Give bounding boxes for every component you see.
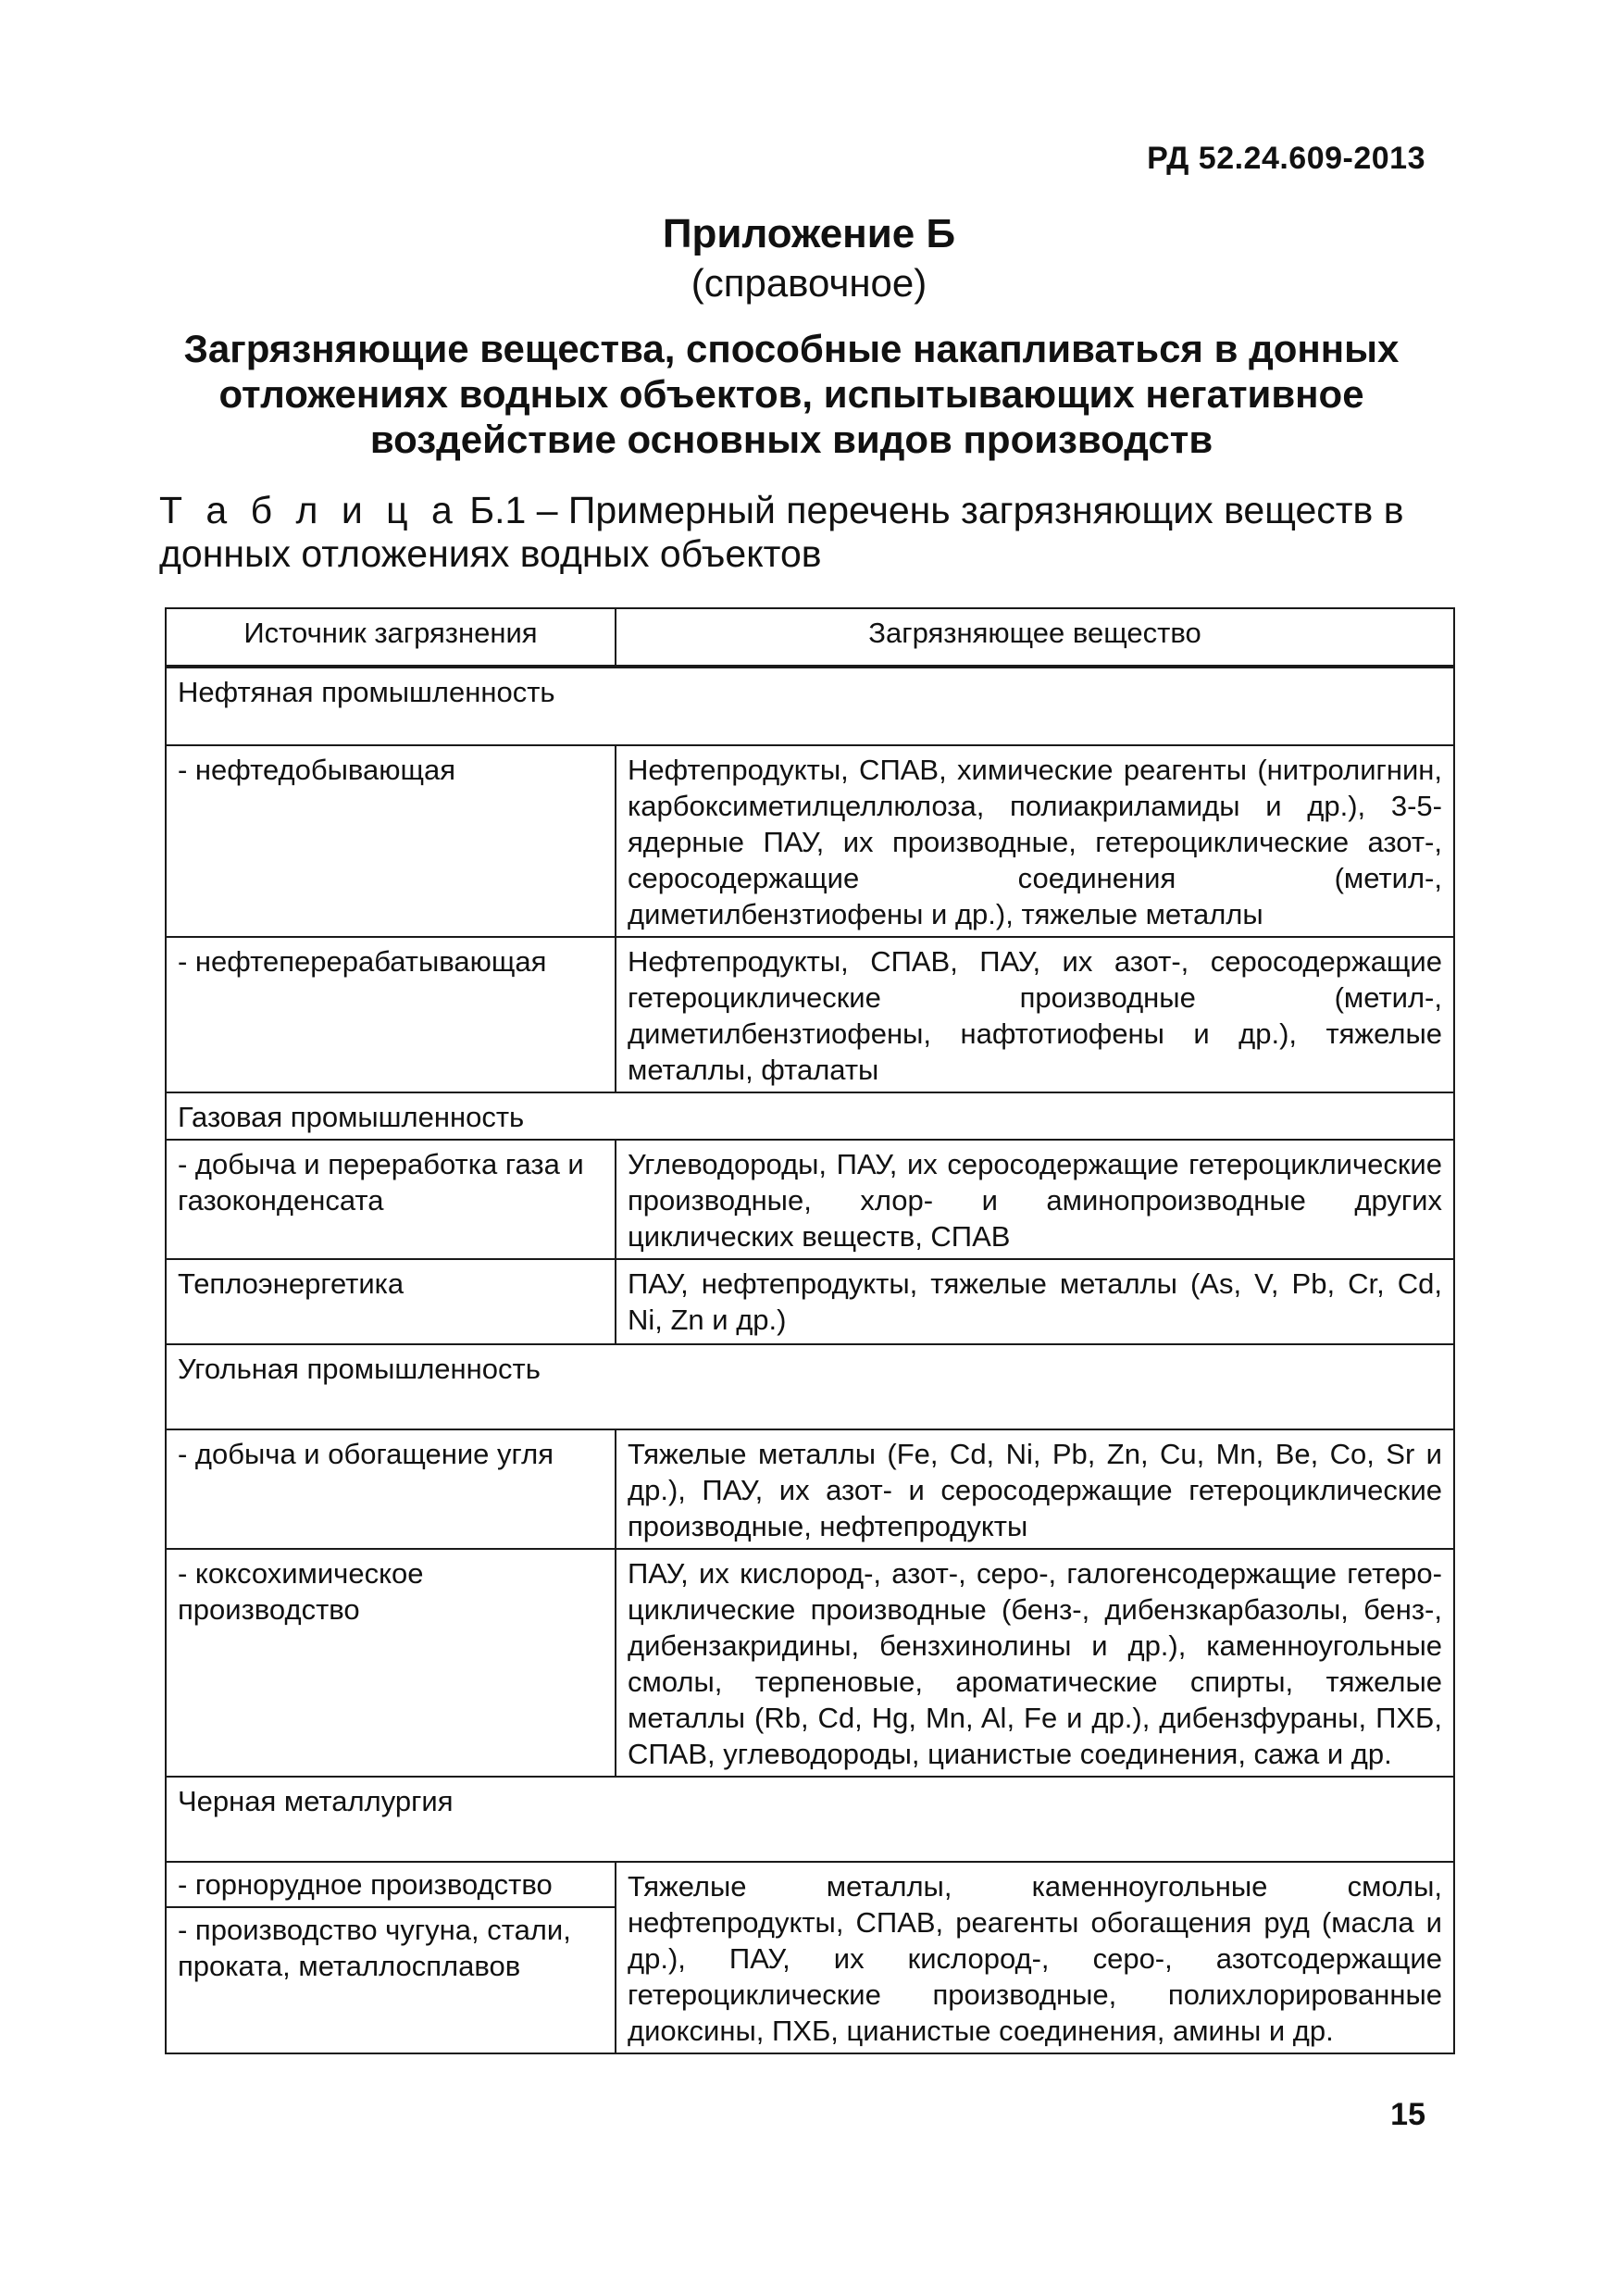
table-row xyxy=(166,1140,1454,1259)
pollutants-table xyxy=(165,607,1455,2054)
source-cell: - нефтедобывающая xyxy=(166,745,616,937)
table-group-row xyxy=(166,1092,1454,1140)
group-label: Газовая промышленность xyxy=(166,1092,1454,1140)
group-label: Угольная промышленность xyxy=(166,1344,1454,1429)
appendix-title: Приложение Б xyxy=(662,211,956,256)
substance-cell: Нефтепродукты, СПАВ, ПАУ, их азот-, серосодержащие гетероциклические производные (метил-, диметилбензтиофены, нафтотиофены и др.), тяжелые металлы, фталаты xyxy=(616,937,1454,1092)
table-row xyxy=(166,745,1454,937)
substance-cell: ПАУ, их кислород-, азот-, серо-, галогенсодержащие гетеро-циклические производные (бенз-, дибензкарбазолы, бенз-, дибензакридины, бензхинолины и др.), каменноугольные смолы, терпеновые, ароматические спирты, тяжелые металлы (Rb, Cd, Hg, Mn, Al, Fe и др.), дибензфураны, ПХБ, СПАВ, углеводороды, цианистые соединения, сажа и др. xyxy=(616,1549,1454,1777)
table-row xyxy=(166,1429,1454,1549)
header-substance: Загрязняющее вещество xyxy=(616,608,1454,667)
table-caption-text: – Примерный перечень загрязняющих веществ в донных отложениях водных объектов xyxy=(159,489,1404,575)
table-header-row xyxy=(166,608,1454,667)
source-cell xyxy=(166,1862,616,2053)
page-number: 15 xyxy=(1390,2097,1425,2132)
table-group-row xyxy=(166,1777,1454,1862)
table-group-row xyxy=(166,1344,1454,1429)
group-label: Черная металлургия xyxy=(166,1777,1454,1862)
document-number: РД 52.24.609-2013 xyxy=(1147,141,1425,176)
source-cell: Теплоэнергетика xyxy=(166,1259,616,1344)
table-caption xyxy=(159,489,1427,576)
source-cell: - добыча и обогащение угля xyxy=(166,1429,616,1549)
table-group-row xyxy=(166,667,1454,745)
header-source: Источник загрязнения xyxy=(166,608,616,667)
source-subitem: - производство чугуна, стали, проката, металлосплавов xyxy=(178,1914,571,1982)
source-cell: - нефтеперерабатывающая xyxy=(166,937,616,1092)
table-row xyxy=(166,1862,1454,2053)
substance-cell: Углеводороды, ПАУ, их серосодержащие гетероциклические производные, хлор- и аминопроизводные других циклических веществ, СПАВ xyxy=(616,1140,1454,1259)
substance-cell: Нефтепродукты, СПАВ, химические реагенты (нитролигнин, карбоксиметилцеллюлоза, полиакриламиды и др.), 3-5-ядерные ПАУ, их производные, гетероциклические азот-, серосодержащие соединения (метил-, диметилбензтиофены и др.), тяжелые металлы xyxy=(616,745,1454,937)
appendix-kind: (справочное) xyxy=(691,261,927,305)
table-caption-label: Т а б л и ц а xyxy=(159,489,459,531)
substance-cell: Тяжелые металлы (Fe, Cd, Ni, Pb, Zn, Cu, Mn, Be, Co, Sr и др.), ПАУ, их азот- и серосодержащие гетероциклические производные, нефтепродукты xyxy=(616,1429,1454,1549)
substance-cell: Тяжелые металлы, каменноугольные смолы, нефтепродукты, СПАВ, реагенты обогащения руд (масла и др.), ПАУ, их кислород-, серо-, азотсодержащие гетероциклические производные, полихлорированные диоксины, ПХБ, цианистые соединения, амины и др. xyxy=(616,1862,1454,2053)
appendix-heading: Загрязняющие вещества, способные накапливаться в донных отложениях водных объектов, испытывающих негативное воздействие основных видов производств xyxy=(183,327,1400,461)
group-label: Нефтяная промышленность xyxy=(166,667,1454,745)
source-cell: - коксохимическое производство xyxy=(166,1549,616,1777)
table-row xyxy=(166,1549,1454,1777)
source-subitem: - горнорудное производство xyxy=(167,1863,615,1908)
source-cell: - добыча и переработка газа и газоконденсата xyxy=(166,1140,616,1259)
substance-cell: ПАУ, нефтепродукты, тяжелые металлы (As, V, Pb, Cr, Cd, Ni, Zn и др.) xyxy=(616,1259,1454,1344)
table-row xyxy=(166,937,1454,1092)
table-row xyxy=(166,1259,1454,1344)
table-caption-number: Б.1 xyxy=(458,489,527,531)
